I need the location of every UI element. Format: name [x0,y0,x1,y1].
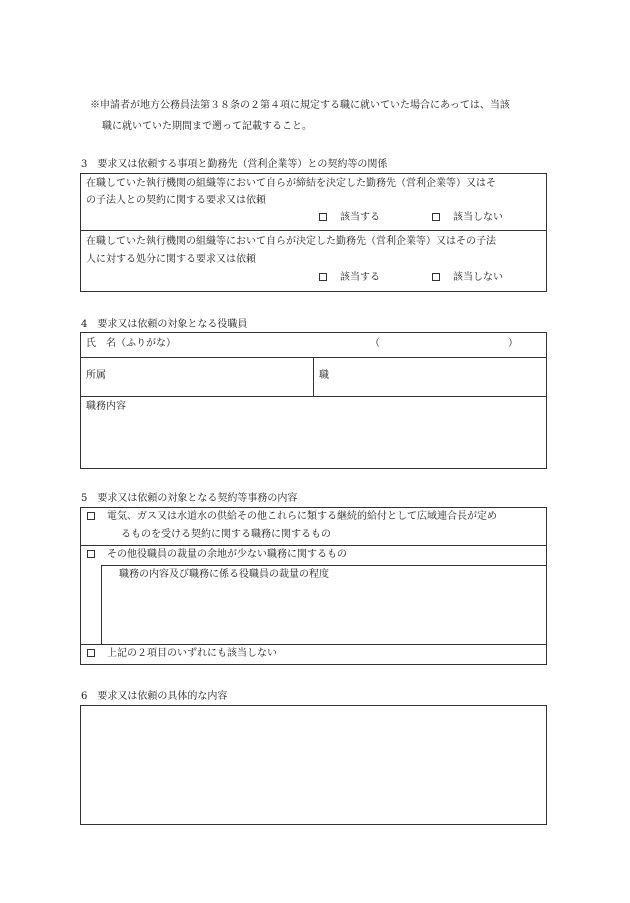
section5-item1-line2: るものを受ける契約に関する職務に関するもの [121,529,331,540]
section6-heading: 6 要求又は依頼の具体的な内容 [81,691,228,702]
section5-item3-label: 上記の２項目のいずれにも該当しない [107,648,277,659]
section3-row1-no-label: 該当しない [453,212,503,223]
section3-row1-line2: の子法人との契約に関する要求又は依頼 [86,195,266,206]
section3-row1-line1: 在職していた執行機関の組織等において自らが締結を決定した勤務先（営利企業等）又はそ [86,178,496,189]
section4-heading: 4 要求又は依頼の対象となる役職員 [81,319,248,330]
duties-label: 職務内容 [86,401,126,412]
section3-row2-no-checkbox[interactable] [432,273,440,281]
section6-content-box[interactable] [80,705,547,825]
name-paren-close: ） [508,338,518,349]
section3-heading: 3 要求又は依頼する事項と勤務先（営利企業等）との契約等の関係 [81,159,388,170]
section3-row1-yes-checkbox[interactable] [319,213,327,221]
section3-row2-no-label: 該当しない [453,272,503,283]
section5-item1-line1: 電気、ガス又は水道水の供給その他これらに類する継続的給付として広域連合長が定め [107,511,497,522]
name-paren-open: （ [370,338,380,349]
name-label: 氏 名（ふりがな） [86,338,176,349]
section5-sub-left [101,565,102,644]
section3-row2-yes-label: 該当する [340,272,380,283]
affiliation-label: 所属 [86,370,106,381]
note-line-1: ※申請者が地方公務員法第３８条の２第４項に規定する職に就いていた場合にあっては、当該 [90,100,510,111]
section3-row2-yes-checkbox[interactable] [319,273,327,281]
section5-divider-2 [80,644,547,645]
section3-row-divider [80,230,547,231]
section3-row1-no-checkbox[interactable] [432,213,440,221]
section4-col-divider [313,357,314,396]
section4-table [80,332,547,469]
section5-heading: 5 要求又は依頼の対象となる契約等事務の内容 [81,493,298,504]
note-line-2: 職に就いていた期間まで遡って記載すること。 [102,121,312,132]
section3-row1-yes-label: 該当する [340,212,380,223]
section5-item2-checkbox[interactable] [87,550,95,558]
section5-item3-checkbox[interactable] [87,649,95,657]
section5-item2-sublabel: 職務の内容及び職務に係る役職員の裁量の程度 [119,569,329,580]
section5-item2-label: その他役職員の裁量の余地が少ない職務に関するもの [107,549,347,560]
section5-item1-checkbox[interactable] [87,512,95,520]
section3-row2-line2: 人に対する処分に関する要求又は依頼 [86,254,256,265]
section5-sub-top [101,565,547,566]
section4-divider-2 [80,396,547,397]
section5-divider-1 [80,545,547,546]
position-label: 職 [319,370,329,381]
section3-row2-line1: 在職していた執行機関の組織等において自らが決定した勤務先（営利企業等）又はその子法 [86,236,496,247]
